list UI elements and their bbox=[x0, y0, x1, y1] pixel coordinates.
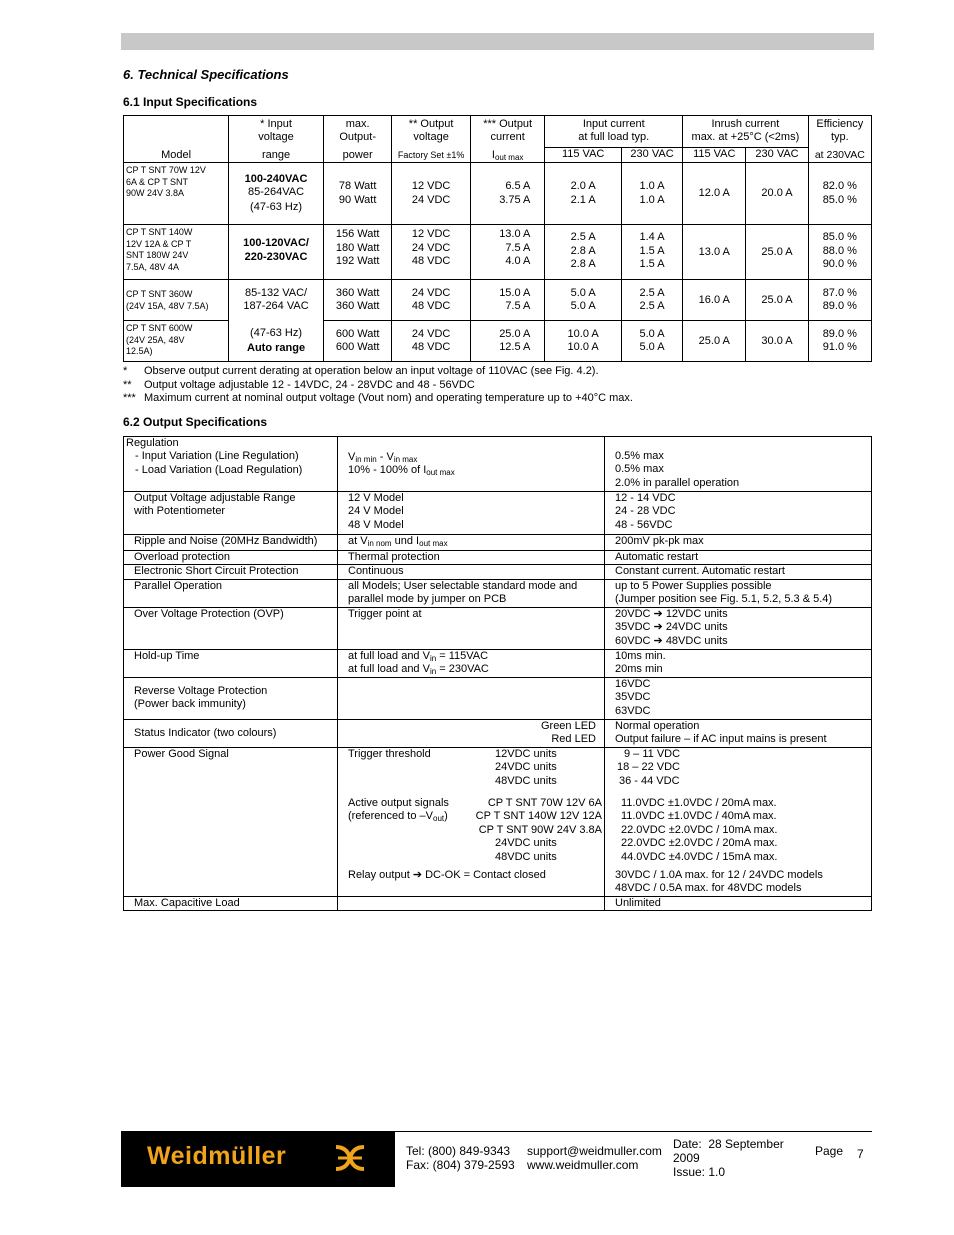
col-efficiency-header: Efficiency typ. at 230VAC bbox=[808, 116, 871, 163]
status-leds bbox=[338, 719, 605, 747]
col-max-output-header: max. Output- power bbox=[323, 116, 391, 163]
voltage-cell: 12 VDC 24 VDC bbox=[392, 163, 471, 225]
model-cell: CP T SNT 360W (24V 15A, 48V 7.5A) bbox=[124, 280, 229, 321]
ovp-values: 20VDC ➔ 12VDC units 35VDC ➔ 24VDC units 60VDC ➔ 48VDC units bbox=[605, 607, 872, 649]
inrush230-cell: 25.0 A bbox=[746, 280, 808, 321]
adjust-models: 12 V Model 24 V Model 48 V Model bbox=[338, 492, 605, 535]
voltage-cell: 24 VDC 48 VDC bbox=[392, 280, 471, 321]
input-voltage-cell: 100-240VAC 85-264VAC (47-63 Hz) bbox=[229, 163, 324, 225]
efficiency-cell: 89.0 % 91.0 % bbox=[808, 321, 871, 362]
footnote: *** Maximum current at nominal output voltage (Vout nom) and operating temperature up to +40°C max. bbox=[123, 392, 633, 404]
power-good-conditions: Trigger threshold 12VDC units 24VDC units 48VDC units Active output signals (referenced to $-V_{out}$) CP T SNT 70W 12V 6A CP T SNT 140W 12V 12A CP T SNT 90W 24V 3.8A 24VDC units 48VDC units Relay output ➔ DC-OK = Contact closed bbox=[338, 747, 605, 896]
holdup-label: Hold-up Time bbox=[124, 649, 338, 677]
table-row bbox=[124, 321, 872, 362]
regulation-conditions: $V_{in min} - V_{in max}$ 10% - 100% of $I_{out max}$ bbox=[338, 437, 605, 492]
ripple-condition: at $V_{in nom}$ und $I_{out max}$ bbox=[338, 535, 605, 551]
footer-phone: Tel: (800) 849-9343 Fax: (804) 379-2593 bbox=[406, 1144, 515, 1172]
in115-cell: 2.0 A 2.1 A bbox=[545, 163, 622, 225]
ripple-value: 200mV pk-pk max bbox=[605, 535, 872, 551]
adjust-label: Output Voltage adjustable Range with Potentiometer bbox=[124, 492, 338, 535]
col-model-header: Model bbox=[124, 116, 229, 163]
input-voltage-cell: (47-63 Hz) Auto range bbox=[229, 321, 324, 362]
arrow-right-icon: ➔ bbox=[653, 607, 663, 620]
input-spec-table bbox=[123, 115, 872, 362]
col-inrush-header: Inrush current max. at +25°C (<2ms) bbox=[683, 116, 809, 148]
arrow-right-icon: ➔ bbox=[653, 621, 663, 634]
table-row bbox=[124, 607, 872, 649]
capacitive-label: Max. Capacitive Load bbox=[124, 896, 338, 910]
footnote: * Observe output current derating at operation below an input voltage of 110VAC (see Fig. 4.2). bbox=[123, 365, 599, 377]
footer-page-number: 7 bbox=[857, 1147, 864, 1161]
short-circuit-condition: Continuous bbox=[338, 565, 605, 579]
col-output-voltage-header: ** Output voltage Factory Set ±1% bbox=[392, 116, 471, 163]
table-row bbox=[124, 747, 872, 896]
table-row bbox=[124, 280, 872, 321]
table-row bbox=[124, 551, 872, 565]
overload-condition: Thermal protection bbox=[338, 551, 605, 565]
reverse-values: 16VDC 35VDC 63VDC bbox=[605, 677, 872, 719]
inrush230-cell: 20.0 A bbox=[746, 163, 808, 225]
table-row bbox=[124, 649, 872, 677]
power-cell: 600 Watt 600 Watt bbox=[323, 321, 391, 362]
current-cell: 15.0 A 7.5 A bbox=[470, 280, 544, 321]
reverse-label: Reverse Voltage Protection (Power back immunity) bbox=[124, 677, 338, 719]
inrush115-cell: 13.0 A bbox=[683, 225, 746, 280]
input-header-row-1 bbox=[124, 116, 872, 148]
email-link[interactable]: support@weidmuller.com bbox=[527, 1144, 662, 1158]
header-bar bbox=[121, 33, 874, 50]
capacitive-condition bbox=[338, 896, 605, 910]
overload-label: Overload protection bbox=[124, 551, 338, 565]
brand-wordmark: Weidmüller bbox=[147, 1142, 287, 1170]
current-cell: 6.5 A 3.75 A bbox=[470, 163, 544, 225]
model-cell: CP T SNT 70W 12V 6A & CP T SNT 90W 24V 3.8A bbox=[124, 163, 229, 225]
power-good-values: 9 – 11 VDC 18 – 22 VDC 36 - 44 VDC 11.0VDC ±1.0VDC / 20mA max. 11.0VDC ±1.0VDC / 40mA max. 22.0VDC ±2.0VDC / 10mA max. 22.0VDC ±2.0VDC / 20mA max. 44.0VDC ±4.0VDC / 15mA max. 30VDC / 1.0A max. for 12 / 24VDC models 48VDC / 0.5A max. for 48VDC models bbox=[605, 747, 872, 896]
footer-page-label: Page bbox=[815, 1144, 844, 1158]
current-cell: 25.0 A 12.5 A bbox=[470, 321, 544, 362]
status-label: Status Indicator (two colours) bbox=[124, 719, 338, 747]
col-inrush115-header: 115 VAC bbox=[683, 148, 746, 163]
input-spec-heading: 6.1 Input Specifications bbox=[123, 95, 258, 109]
green-led-label: Green LED bbox=[540, 719, 596, 732]
in115-cell: 5.0 A 5.0 A bbox=[545, 280, 622, 321]
table-row bbox=[124, 896, 872, 910]
inrush115-cell: 25.0 A bbox=[683, 321, 746, 362]
in115-cell: 2.5 A 2.8 A 2.8 A bbox=[545, 225, 622, 280]
table-row bbox=[124, 163, 872, 225]
current-cell: 13.0 A 7.5 A 4.0 A bbox=[470, 225, 544, 280]
col-output-current-header: *** Output current $I_{out max}$ bbox=[470, 116, 544, 163]
table-row bbox=[124, 565, 872, 579]
col-input-current-header: Input current at full load typ. bbox=[545, 116, 683, 148]
table-row bbox=[124, 535, 872, 551]
footer-contact bbox=[527, 1144, 662, 1172]
efficiency-cell: 85.0 % 88.0 % 90.0 % bbox=[808, 225, 871, 280]
in230-cell: 5.0 A 5.0 A bbox=[621, 321, 682, 362]
table-row bbox=[124, 492, 872, 535]
ovp-label: Over Voltage Protection (OVP) bbox=[124, 607, 338, 649]
arrow-right-icon: ➔ bbox=[412, 869, 423, 882]
ripple-label: Ripple and Noise (20MHz Bandwidth) bbox=[124, 535, 338, 551]
output-spec-heading: 6.2 Output Specifications bbox=[123, 415, 268, 429]
footnotes bbox=[123, 365, 633, 406]
col-input-voltage-header: * Input voltage range bbox=[229, 116, 324, 163]
table-row bbox=[124, 719, 872, 747]
adjust-ranges: 12 - 14 VDC 24 - 28 VDC 48 - 56VDC bbox=[605, 492, 872, 535]
in115-cell: 10.0 A 10.0 A bbox=[545, 321, 622, 362]
in230-cell: 1.4 A 1.5 A 1.5 A bbox=[621, 225, 682, 280]
holdup-values: 10ms min. 20ms min bbox=[605, 649, 872, 677]
in230-cell: 1.0 A 1.0 A bbox=[621, 163, 682, 225]
model-cell: CP T SNT 140W 12V 12A & CP T SNT 180W 24V 7.5A, 48V 4A bbox=[124, 225, 229, 280]
arrow-right-icon: ➔ bbox=[653, 634, 663, 647]
power-good-label: Power Good Signal bbox=[124, 747, 338, 896]
power-cell: 156 Watt 180 Watt 192 Watt bbox=[323, 225, 391, 280]
regulation-label: Regulation - Input Variation (Line Regulation) - Load Variation (Load Regulation) bbox=[124, 437, 338, 492]
short-circuit-value: Constant current. Automatic restart bbox=[605, 565, 872, 579]
inrush115-cell: 16.0 A bbox=[683, 280, 746, 321]
table-row bbox=[124, 437, 872, 492]
voltage-cell: 12 VDC 24 VDC 48 VDC bbox=[392, 225, 471, 280]
parallel-condition: all Models; User selectable standard mode and parallel mode by jumper on PCB bbox=[338, 579, 605, 607]
efficiency-cell: 82.0 % 85.0 % bbox=[808, 163, 871, 225]
status-values: Normal operation Output failure – if AC input mains is present bbox=[605, 719, 872, 747]
inrush230-cell: 25.0 A bbox=[746, 225, 808, 280]
model-cell: CP T SNT 600W (24V 25A, 48V 12.5A) bbox=[124, 321, 229, 362]
input-voltage-cell: 100-120VAC/ 220-230VAC bbox=[229, 225, 324, 280]
parallel-label: Parallel Operation bbox=[124, 579, 338, 607]
efficiency-cell: 87.0 % 89.0 % bbox=[808, 280, 871, 321]
table-row bbox=[124, 225, 872, 280]
weidmuller-symbol-icon bbox=[333, 1143, 367, 1173]
output-spec-table bbox=[123, 436, 872, 911]
voltage-cell: 24 VDC 48 VDC bbox=[392, 321, 471, 362]
inrush115-cell: 12.0 A bbox=[683, 163, 746, 225]
regulation-values: 0.5% max 0.5% max 2.0% in parallel operation bbox=[605, 437, 872, 492]
overload-value: Automatic restart bbox=[605, 551, 872, 565]
footer-date: Date: 28 September 2009 Issue: 1.0 bbox=[673, 1137, 784, 1179]
power-cell: 360 Watt 360 Watt bbox=[323, 280, 391, 321]
brand-logo bbox=[121, 1131, 395, 1187]
reverse-condition bbox=[338, 677, 605, 719]
ovp-condition: Trigger point at bbox=[338, 607, 605, 649]
table-row bbox=[124, 677, 872, 719]
red-led-label: Red LED bbox=[551, 733, 596, 746]
holdup-conditions: at full load and $V_{in} = 115VAC$ at full load and $V_{in} = 230VAC$ bbox=[338, 649, 605, 677]
col-in115-header: 115 VAC bbox=[545, 148, 622, 163]
web-link[interactable]: www.weidmuller.com bbox=[527, 1158, 639, 1172]
input-voltage-cell: 85-132 VAC/ 187-264 VAC bbox=[229, 280, 324, 321]
capacitive-value: Unlimited bbox=[605, 896, 872, 910]
inrush230-cell: 30.0 A bbox=[746, 321, 808, 362]
parallel-value: up to 5 Power Supplies possible (Jumper position see Fig. 5.1, 5.2, 5.3 & 5.4) bbox=[605, 579, 872, 607]
col-in230-header: 230 VAC bbox=[621, 148, 682, 163]
table-row bbox=[124, 579, 872, 607]
section-title: 6. Technical Specifications bbox=[123, 67, 289, 82]
footnote: ** Output voltage adjustable 12 - 14VDC, 24 - 28VDC and 48 - 56VDC bbox=[123, 378, 475, 391]
power-cell: 78 Watt 90 Watt bbox=[323, 163, 391, 225]
col-inrush230-header: 230 VAC bbox=[746, 148, 808, 163]
short-circuit-label: Electronic Short Circuit Protection bbox=[124, 565, 338, 579]
in230-cell: 2.5 A 2.5 A bbox=[621, 280, 682, 321]
